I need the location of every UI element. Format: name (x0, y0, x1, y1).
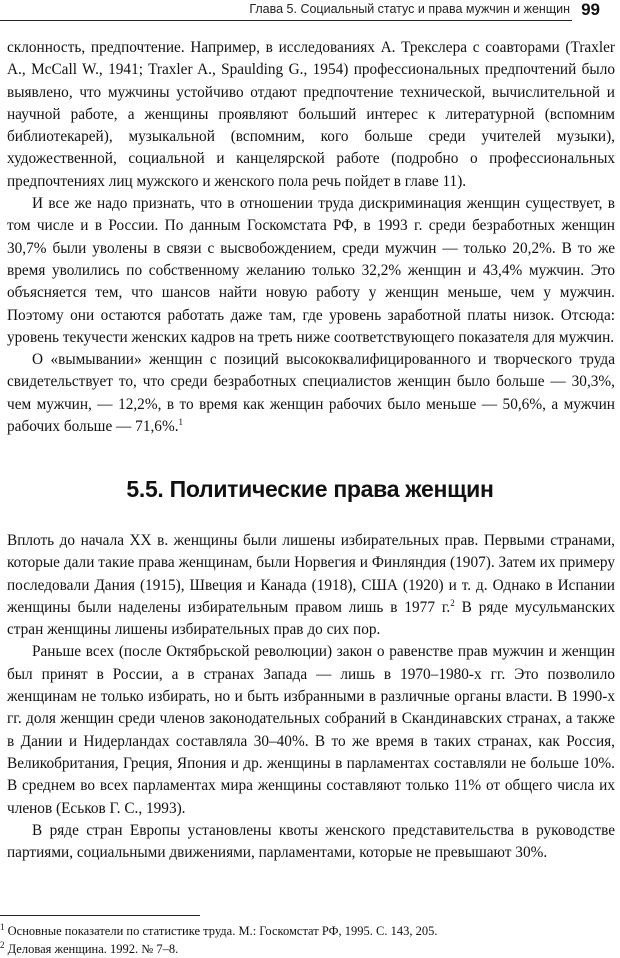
paragraph: склонность, предпочтение. Например, в исследованиях А. Трекслера с соавторами (Traxler A., McCall W., 1941; Traxler A., Spaulding G., 1954) профессиональных предпочтений было выявлено, что мужчины устойчиво отдают предпочтение технической, вычислительной и научной работе, а женщины проявляют больший интерес к литературной (вспомним библиотекарей), музыкальной (вспомним, кого больше среди учителей музыки), художественной, социальной и канцелярской работе (подробно о профессиональных предпочтениях лиц мужского и женского пола речь пойдет в главе 11). (7, 39, 615, 190)
paragraph: И все же надо признать, что в отношении труда дискриминация женщин существует, в том числе и в России. По данным Госкомстата РФ, в 1993 г. среди безработных женщин 30,7% были уволены в связи с высвобождением, среди мужчин — только 20,2%. В то же время уволились по собственному желанию только 32,2% женщин и 43,4% мужчин. Это объясняется тем, что шансов найти новую работу у женщин меньше, чем у мужчин. Поэтому они остаются работать даже там, где уровень заработной платы низок. Отсюда: уровень текучести женских кадров на треть ниже соответствующего показателя для мужчин. (7, 195, 615, 346)
paragraph-text: О «вымывании» женщин с позиций высококвалифицированного и творческого труда свидетельствует то, что среди безработных специалистов женщин было больше — 30,3%, чем мужчин, — 12,2%, в то время как женщин рабочих было меньше — 50,6%, а мужчин рабочих больше — 71,6%. (7, 351, 615, 436)
footnote-ref: 1 (178, 416, 184, 427)
paragraph (7, 530, 615, 641)
footnotes (0, 922, 437, 958)
footnote-1 (0, 922, 437, 940)
footnote-2 (0, 940, 437, 958)
footnote-rule (0, 915, 200, 916)
section-heading: 5.5. Политические права женщин (126, 476, 494, 502)
paragraph-text: Вплоть до начала XX в. женщины были лишены избирательных прав. Первыми странами, которые дали такие права женщинам, были Норвегия и Финляндия (1907). Затем их примеру последовали Дания (1915), Швеция и Канада (1918), США (1920) и т. д. Однако в Испании женщины были наделены избирательным правом лишь в 1977 г. (7, 532, 615, 616)
paragraph: В ряде стран Европы установлены квоты женского представительства в руководстве партиями, социальными движениями, парламентами, которые не превышают 30%. (7, 821, 615, 862)
text-block-lower (7, 530, 615, 864)
text-block-upper (7, 37, 615, 438)
running-header: Глава 5. Социальный статус и права мужчин и женщин (249, 2, 570, 16)
paragraph: Раньше всех (после Октябрьской революции) закон о равенстве прав мужчин и женщин был принят в России, а в странах Запада — лишь в 1970–1980-х гг. Это позволило женщинам не только избирать, но и быть избранными в различные органы власти. В 1990-х гг. доля женщин среди членов законодательных собраний в Скандинавских странах, а также в Дании и Нидерландах составляла 30–40%. В то же время в таких странах, как Россия, Великобритания, Греция, Япония и др. женщины в парламентах составляли не больше 10%. В среднем во всех парламентах мира женщины составляют только 11% от общего числа их членов (Еськов Г. С., 1993). (7, 643, 615, 817)
footnote-text: Деловая женщина. 1992. № 7–8. (4, 942, 179, 956)
footnote-text: Основные показатели по статистике труда. М.: Госкомстат РФ, 1995. С. 143, 205. (4, 924, 438, 938)
paragraph (7, 349, 615, 438)
page-number: 99 (581, 0, 600, 19)
footnote-mark: 2 (0, 939, 5, 950)
header-rule (0, 20, 572, 21)
footnote-ref: 2 (450, 597, 455, 608)
paragraph-text-tail: В ряде мусульманских стран женщины лишены избирательных прав до сих пор. (7, 598, 615, 639)
footnote-mark: 1 (0, 921, 5, 932)
